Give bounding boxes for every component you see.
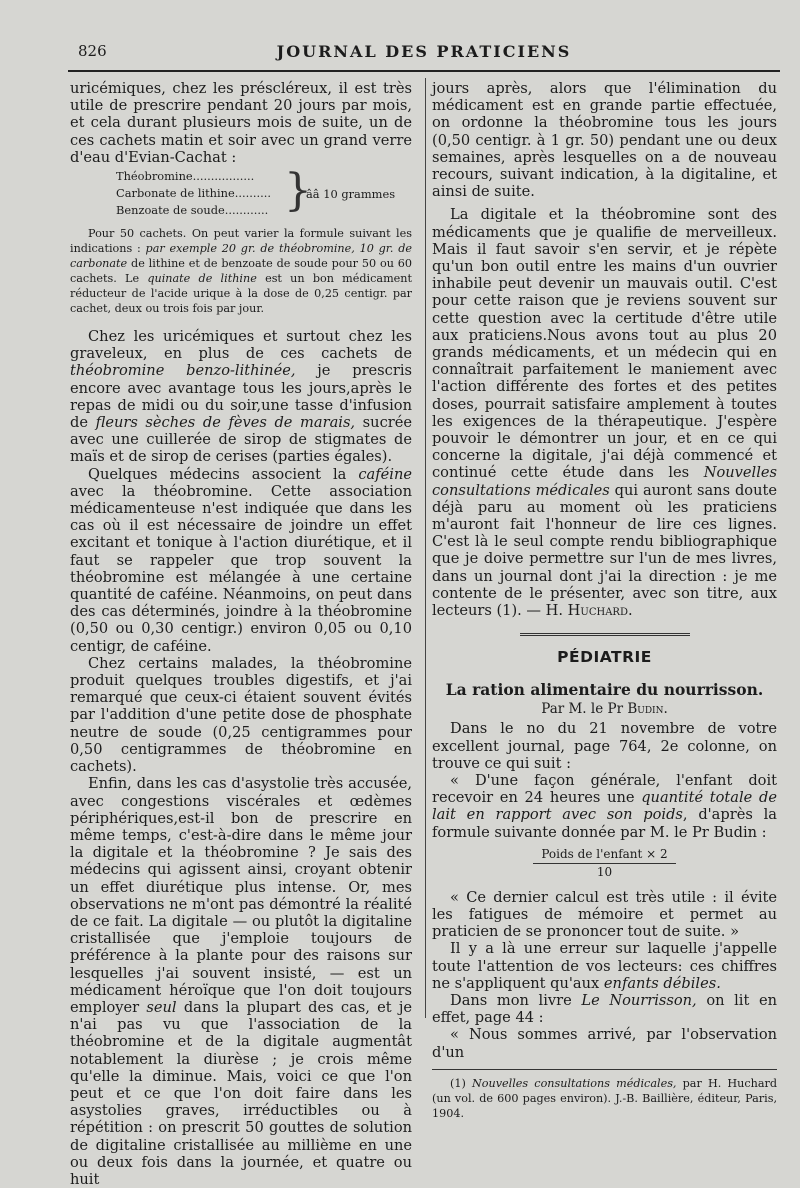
right-column bbox=[432, 80, 777, 1121]
section-heading: PÉDIATRIE bbox=[557, 648, 652, 667]
paragraph: Dans le no du 21 novembre de votre excellent journal, page 764, 2e colonne, on trouve ce qui suit : bbox=[432, 720, 777, 772]
ingredient: Benzoate de soude............ bbox=[116, 203, 269, 218]
paragraph: uricémiques, chez les préscléreux, il est très utile de prescrire pendant 20 jours par mois, et cela durant plusieurs mois de suite, un de ces cachets matin et soir avec un grand verre d'eau d'Evian-Cachat : bbox=[70, 80, 412, 166]
section-divider bbox=[520, 633, 690, 636]
note-text: quinate de lithine bbox=[147, 272, 257, 286]
text: dans la plupart des cas, et je n'ai pas vu que l'association de la théobromine et de la digitale augmentât notablement la diurèse ; je crois même qu'elle la diminue. Mais, voici ce que l'on peut et ce que l'on doit faire dans les asystolies graves, irréductibles ou à répétition : on prescrit 50 gouttes de solution de digitaline cristallisée au millième en une ou deux fois dans la journée, et quatre ou huit bbox=[70, 998, 412, 1188]
formula-fraction bbox=[432, 847, 777, 879]
header-rule bbox=[68, 70, 780, 72]
text: enfants débiles. bbox=[603, 974, 721, 992]
footnote-rule bbox=[432, 1069, 777, 1070]
note-text: Pour 50 cachets. On peut varier la formule suivant les indications : bbox=[70, 227, 412, 256]
paragraph bbox=[70, 466, 412, 655]
text: Il y a là une erreur sur laquelle j'appelle toute l'attention de vos lecteurs: ces chiffres ne s'appliquent qu'aux bbox=[432, 940, 777, 992]
text: seul bbox=[146, 998, 177, 1016]
text: , d'après la formule suivante donnée par M. le Pr Budin : bbox=[432, 806, 777, 841]
text: Nouvelles consultations médicales, bbox=[471, 1076, 677, 1090]
page-header bbox=[68, 42, 780, 66]
text: je prescris encore avec avantage tous les jours,après le repas de midi ou du soir,une tasse d'infusion de bbox=[70, 362, 412, 432]
text: La digitale et la théobromine sont des médicaments que je qualifie de merveilleux. Mais il faut savoir s'en servir, et je répète qu'un bon outil entre les mains d'un ouvrier inhabile peut devenir un mauvais outil. C'est pour cette raison que je reviens souvent sur cette question avec la certitude d'être utile aux praticiens.Nous avons tout au plus 20 grands médicaments, et un médecin qui en connaîtrait parfaitement le maniement avec l'action différente des fortes et des petites doses, pourrait satisfaire amplement à toutes les exigences de la thérapeutique. J'espère pouvoir le démontrer un jour, et en ce qui concerne la digitale, j'ai déjà commencé et continué cette étude dans les bbox=[432, 206, 777, 482]
page-number: 826 bbox=[78, 42, 107, 60]
paragraph: « Nous sommes arrivé, par l'observation d'un bbox=[432, 1026, 777, 1061]
prescription-note bbox=[70, 226, 412, 316]
paragraph bbox=[432, 940, 777, 992]
text: on lit en effet, page 44 : bbox=[432, 991, 777, 1027]
paragraph: « Ce dernier calcul est très utile : il évite les fatigues de mémoire et permet au praticien de se prononcer tout de suite. » bbox=[432, 888, 777, 941]
fraction-denominator: 10 bbox=[596, 864, 613, 879]
text: sucrée avec une cuillerée de sirop de stigmates de maïs et de sirop de cerises (parties égales). bbox=[70, 414, 412, 466]
prescription-formula bbox=[70, 165, 412, 224]
paragraph bbox=[432, 772, 777, 841]
note-text: de lithine et de benzoate de soude pour 50 ou 60 cachets. Le bbox=[70, 257, 412, 286]
author-signature: Huchard. bbox=[567, 602, 633, 620]
text: Dans mon livre bbox=[450, 991, 582, 1009]
byline-text: Par M. le Pr bbox=[541, 701, 628, 718]
text: Le Nourrisson, bbox=[581, 991, 697, 1009]
text: Chez les uricémiques et surtout chez les graveleux, en plus de ces cachets de bbox=[70, 328, 412, 363]
note-text: par exemple 20 gr. de théobromine, 10 gr. de carbonate bbox=[70, 242, 412, 271]
text: Nouvelles consultations médicales bbox=[432, 464, 777, 499]
left-column bbox=[70, 80, 412, 1188]
author-name: Budin. bbox=[627, 701, 668, 718]
ingredient: Théobromine................. bbox=[116, 169, 255, 184]
paragraph bbox=[70, 775, 412, 1188]
byline bbox=[432, 701, 777, 717]
paragraph bbox=[432, 992, 777, 1026]
ingredient: Carbonate de lithine.......... bbox=[116, 186, 271, 201]
text: fleurs sèches de fèves de marais, bbox=[95, 414, 356, 432]
text: « D'une façon générale, l'enfant doit recevoir en 24 heures une bbox=[432, 771, 777, 807]
running-title: JOURNAL DES PRATICIENS bbox=[276, 42, 572, 61]
text: qui auront sans doute déjà paru au moment où les praticiens m'auront fait l'honneur de lire ces lignes. C'est là le seul compte rendu bibliographique que je doive permettre sur l'un de mes livres, dans un journal dont j'ai la direction : je me contente de le présenter, avec son titre, aux lecteurs (1). — H. bbox=[432, 481, 777, 620]
paragraph bbox=[70, 328, 412, 466]
footnote bbox=[432, 1076, 777, 1121]
fraction-numerator: Poids de l'enfant × 2 bbox=[533, 847, 675, 864]
paragraph bbox=[432, 206, 777, 619]
text: avec la théobromine. Cette association médicamenteuse n'est indiquée que dans les cas où il est nécessaire de joindre un effet excitant et tonique à l'action diurétique, et il faut se rappeler que trop souvent la théobromine est mélangée à une certaine quantité de caféine. Néanmoins, on peut dans des cas déterminés, joindre à la théobromine (0,50 ou 0,30 centigr.) environ 0,05 ou 0,10 centigr, de caféine. bbox=[70, 482, 412, 655]
text: par H. Huchard (un vol. de 600 pages environ). J.-B. Baillière, éditeur, Paris, 1904. bbox=[432, 1076, 777, 1120]
article-title: La ration alimentaire du nourrisson. bbox=[445, 680, 764, 700]
text: Quelques médecins associent la bbox=[88, 465, 359, 483]
text: caféine bbox=[358, 465, 412, 483]
paragraph: jours après, alors que l'élimination du médicament est en grande partie effectuée, on ordonne la théobromine tous les jours (0,50 centigr. à 1 gr. 50) pendant une ou deux semaines, après lesquelles on a de nouveau recours, suivant indication, à la digitaline, et ainsi de suite. bbox=[432, 80, 777, 201]
text: quantité totale de lait en rapport avec son poids bbox=[432, 789, 777, 824]
text: (1) bbox=[450, 1076, 472, 1090]
text: théobromine benzo-lithinée, bbox=[70, 362, 296, 380]
column-divider bbox=[425, 78, 426, 1018]
brace: } bbox=[284, 165, 312, 217]
text: Enfin, dans les cas d'asystolie très accusée, avec congestions viscérales et œdèmes périphériques,est-il bon de prescrire en même temps, c'est-à-dire dans le même jour la digitale et la théobromine ? Je sais des médecins qui agissent ainsi, croyant obtenir un effet diurétique plus intense. Or, mes observations ne m'ont pas démontré la réalité de ce fait. La digitale — ou plutôt la digitaline cristallisée que j'emploie toujours de préférence à la plante pour des raisons sur lesquelles j'ai souvent insisté, — est un médicament héroïque que l'on doit toujours employer bbox=[70, 775, 412, 1016]
formula-quantity: ââ 10 grammes bbox=[306, 187, 396, 202]
paragraph: Chez certains malades, la théobromine produit quelques troubles digestifs, et j'ai remarqué que ceux-ci étaient souvent évités par l'addition d'une petite dose de phosphate neutre de soude (0,25 centigrammes pour 0,50 centigrammes de théobromine en cachets). bbox=[70, 654, 412, 776]
note-text: est un bon médicament réducteur de l'acide urique à la dose de 0,25 centigr. par cachet, deux ou trois fois par jour. bbox=[70, 272, 412, 316]
